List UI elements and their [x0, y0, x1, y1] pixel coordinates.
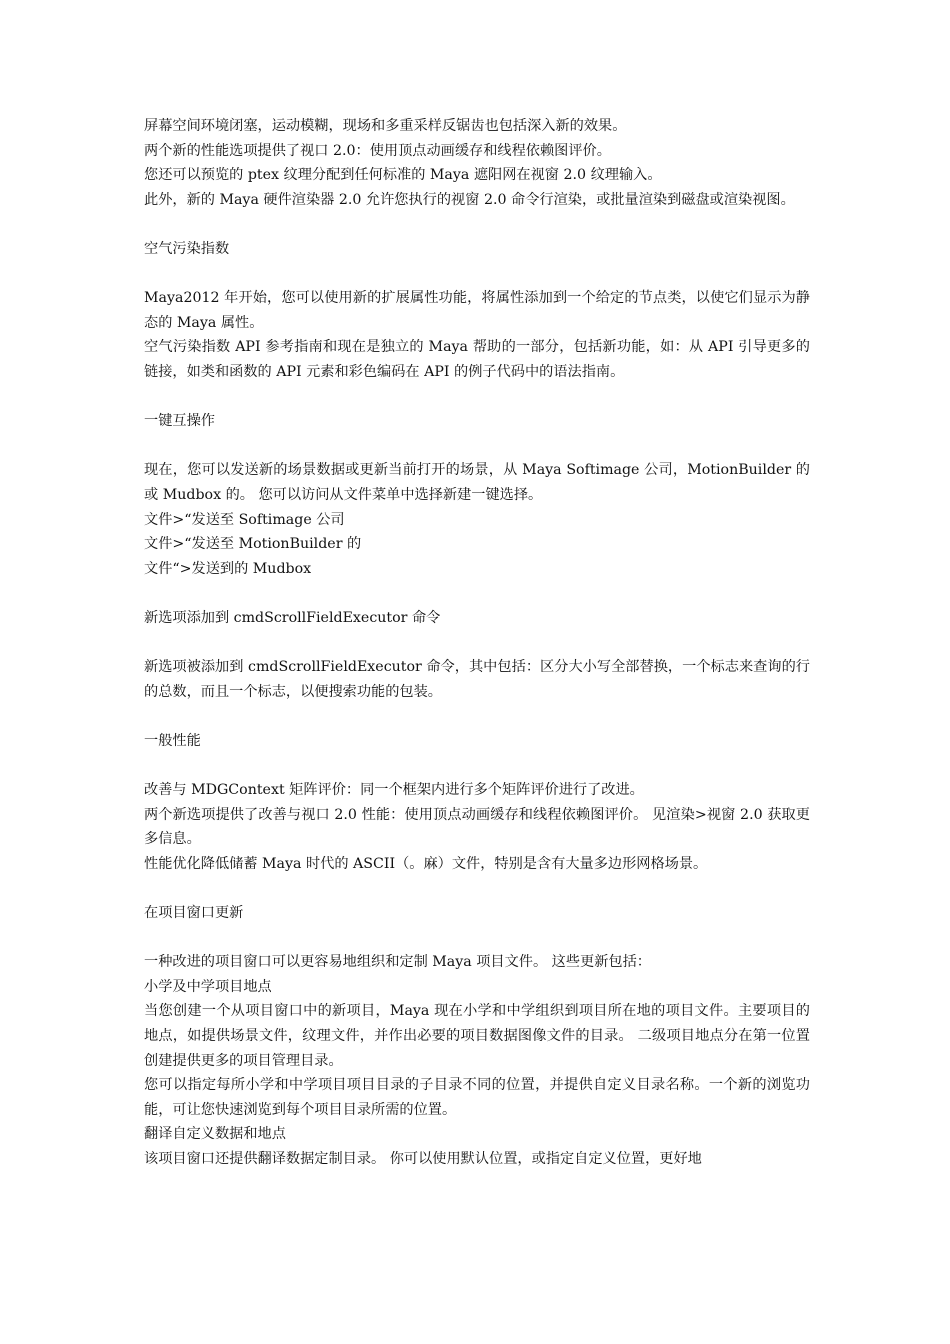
section-intro	[144, 114, 810, 212]
spacer	[144, 262, 810, 287]
paragraph: 现在，您可以发送新的场景数据或更新当前打开的场景，从 Maya Softimage 公司，MotionBuilder 的或 Mudbox 的。 您可以访问从文件菜单中选择新建一键选择。	[144, 462, 810, 503]
paragraph: 翻译自定义数据和地点	[144, 1126, 286, 1143]
paragraph: 两个新的性能选项提供了视口 2.0：使用顶点动画缓存和线程依赖图评价。	[144, 142, 611, 159]
spacer	[144, 212, 810, 237]
paragraph: 文件“>发送到的 Mudbox	[144, 560, 312, 577]
paragraph: 文件>“发送至 MotionBuilder 的	[144, 536, 362, 553]
document-page	[144, 114, 810, 1172]
spacer	[144, 926, 810, 951]
section-heading-cmdscroll: 新选项添加到 cmdScrollFieldExecutor 命令	[144, 609, 441, 626]
section-project-window	[144, 950, 810, 1171]
section-heading-interop: 一键互操作	[144, 413, 215, 430]
section-performance	[144, 778, 810, 876]
spacer	[144, 704, 810, 729]
section-heading-project-window: 在项目窗口更新	[144, 905, 244, 921]
paragraph: 新选项被添加到 cmdScrollFieldExecutor 命令，其中包括：区分大小写全部替换，一个标志来查询的行的总数，而且一个标志，以便搜索功能的包装。	[144, 659, 810, 700]
section-interop	[144, 458, 810, 581]
section-api	[144, 286, 810, 384]
paragraph: 当您创建一个从项目窗口中的新项目，Maya 现在小学和中学组织到项目所在地的项目文件。主要项目的地点，如提供场景文件，纹理文件，并作出必要的项目数据图像文件的目录。 二级项目地点分在第一位置创建提供更多的项目管理目录。	[144, 1003, 810, 1069]
paragraph: 空气污染指数 API 参考指南和现在是独立的 Maya 帮助的一部分，包括新功能，如：从 API 引导更多的链接，如类和函数的 API 元素和彩色编码在 API 的例子代码中的语法指南。	[144, 339, 810, 380]
paragraph: 您还可以预览的 ptex 纹理分配到任何标准的 Maya 遮阳网在视窗 2.0 纹理输入。	[144, 167, 662, 184]
spacer	[144, 876, 810, 901]
section-heading-api: 空气污染指数	[144, 240, 230, 257]
spacer	[144, 434, 810, 459]
paragraph: 文件>“发送至 Softimage 公司	[144, 511, 345, 528]
section-cmdscroll	[144, 655, 810, 704]
section-heading-performance: 一般性能	[144, 732, 201, 749]
paragraph: 您可以指定每所小学和中学项目项目目录的子目录不同的位置，并提供自定义目录名称。一个新的浏览功能，可让您快速浏览到每个项目目录所需的位置。	[144, 1077, 810, 1118]
spacer	[144, 753, 810, 778]
paragraph: 一种改进的项目窗口可以更容易地组织和定制 Maya 项目文件。 这些更新包括：	[144, 954, 651, 971]
paragraph: 小学及中学项目地点	[144, 978, 272, 995]
paragraph: Maya2012 年开始，您可以使用新的扩展属性功能，将属性添加到一个给定的节点类，以使它们显示为静态的 Maya 属性。	[144, 290, 810, 331]
paragraph: 此外，新的 Maya 硬件渲染器 2.0 允许您执行的视窗 2.0 命令行渲染，或批量渲染到磁盘或渲染视图。	[144, 191, 795, 208]
spacer	[144, 630, 810, 655]
spacer	[144, 581, 810, 606]
spacer	[144, 385, 810, 410]
paragraph: 两个新选项提供了改善与视口 2.0 性能：使用顶点动画缓存和线程依赖图评价。 见渲染>视窗 2.0 获取更多信息。	[144, 806, 810, 848]
paragraph: 性能优化降低储蓄 Maya 时代的 ASCII（。麻）文件，特别是含有大量多边形网格场景。	[144, 855, 708, 872]
paragraph: 该项目窗口还提供翻译数据定制目录。 你可以使用默认位置，或指定自定义位置，更好地	[144, 1150, 702, 1167]
paragraph: 改善与 MDGContext 矩阵评价：同一个框架内进行多个矩阵评价进行了改进。	[144, 782, 644, 799]
paragraph: 屏幕空间环境闭塞，运动模糊，现场和多重采样反锯齿也包括深入新的效果。	[144, 118, 627, 134]
